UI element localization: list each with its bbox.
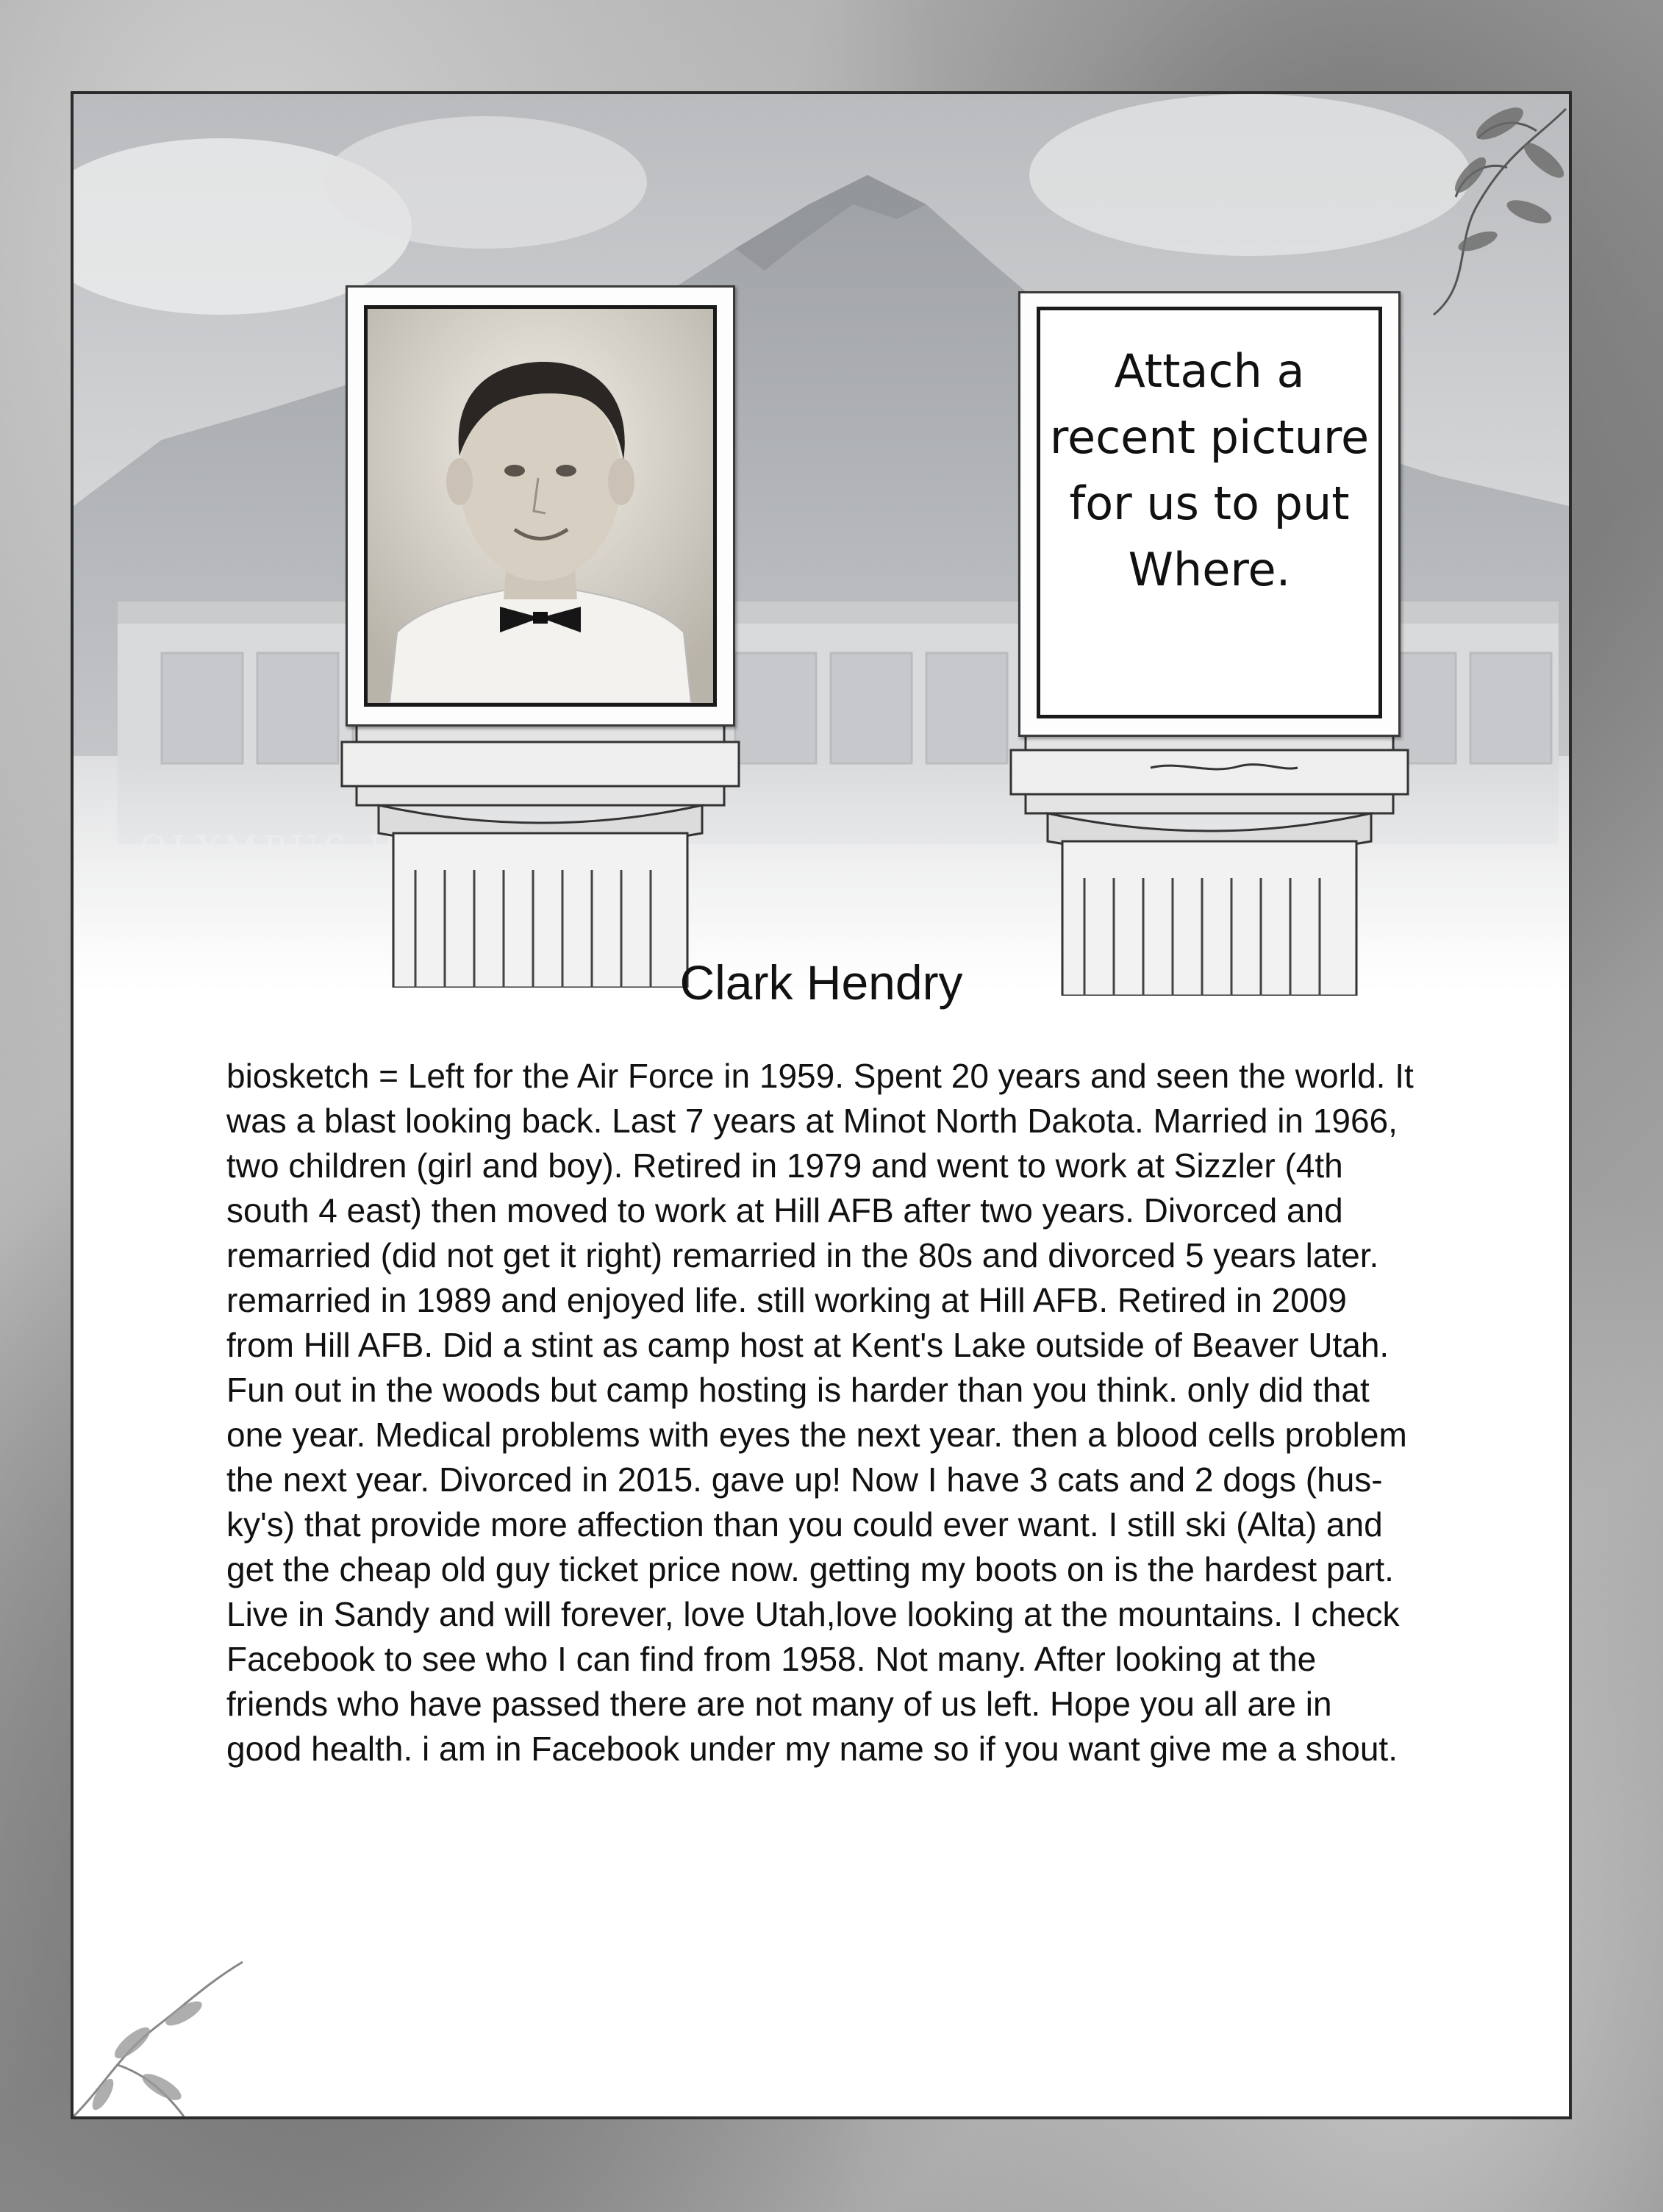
bio-line: was a blast looking back. Last 7 years at Minot North Dakota. Married in 1966, <box>226 1102 1398 1140</box>
bio-line: Facebook to see who I can find from 1958. Not many. After looking at the <box>226 1640 1317 1678</box>
bio-line: Fun out in the woods but camp hosting is harder than you think. only did that <box>226 1371 1370 1409</box>
bio-line: one year. Medical problems with eyes the next year. then a blood cells problem <box>226 1416 1407 1454</box>
placeholder-line: recent picture <box>1049 410 1370 464</box>
bio-line: get the cheap old guy ticket price now. getting my boots on is the hardest part. <box>226 1550 1394 1588</box>
page-content-area <box>71 91 1572 2119</box>
recent-picture-placeholder-frame <box>1018 291 1401 737</box>
bio-line: Live in Sandy and will forever, love Utah,love looking at the mountains. I check <box>226 1595 1400 1633</box>
placeholder-line: for us to put <box>1069 477 1350 530</box>
bio-line: biosketch = Left for the Air Force in 1959. Spent 20 years and seen the world. It <box>226 1057 1414 1095</box>
biosketch-text <box>226 1054 1572 1772</box>
bio-line: the next year. Divorced in 2015. gave up! Now I have 3 cats and 2 dogs (hus- <box>226 1460 1383 1499</box>
yearbook-portrait-photo <box>364 305 717 707</box>
bio-line: good health. i am in Facebook under my name so if you want give me a shout. <box>226 1730 1398 1768</box>
bio-line: ky's) that provide more affection than you could ever want. I still ski (Alta) and <box>226 1505 1383 1544</box>
bio-line: remarried (did not get it right) remarried in the 80s and divorced 5 years later. <box>226 1236 1379 1274</box>
placeholder-line: Where. <box>1128 543 1291 596</box>
yearbook-portrait-frame <box>346 285 735 727</box>
floral-ornament-top-right-icon <box>1390 94 1569 337</box>
left-pedestal-column <box>335 723 746 988</box>
portrait-image <box>368 309 713 703</box>
bio-line: two children (girl and boy). Retired in 1979 and went to work at Sizzler (4th <box>226 1146 1343 1185</box>
bio-line: friends who have passed there are not many of us left. Hope you all are in <box>226 1685 1332 1723</box>
bio-line: remarried in 1989 and enjoyed life. still working at Hill AFB. Retired in 2009 <box>226 1281 1347 1319</box>
placeholder-instructions <box>1040 338 1378 603</box>
bio-line: from Hill AFB. Did a stint as camp host at Kent's Lake outside of Beaver Utah. <box>226 1326 1390 1364</box>
placeholder-line: Attach a <box>1114 344 1305 398</box>
bio-line: south 4 east) then moved to work at Hill AFB after two years. Divorced and <box>226 1191 1343 1230</box>
floral-ornament-bottom-left-icon <box>74 1940 250 2119</box>
person-name-heading: Clark Hendry <box>679 955 963 1010</box>
recent-picture-placeholder <box>1037 307 1382 718</box>
